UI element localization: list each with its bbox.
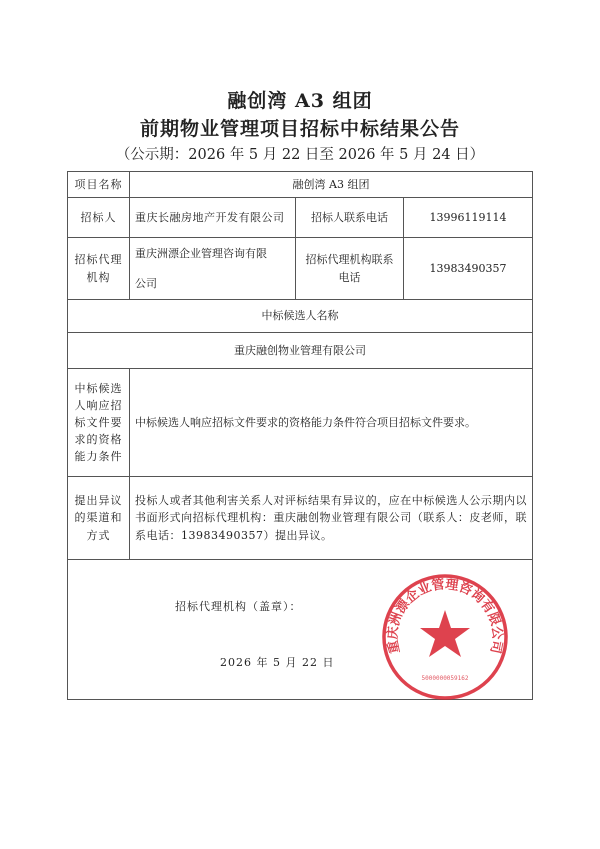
objection-label: 提出异议的渠道和方式 [68,477,130,560]
row-qualification [68,369,533,477]
objection-value: 投标人或者其他利害关系人对评标结果有异议的，应在中标候选人公示期内以书面形式向招标代理机构：重庆融创物业管理有限公司（联系人：皮老师，联系电话：13983490357）提出异议。 [130,477,533,560]
qualification-label: 中标候选人响应招标文件要求的资格能力条件 [68,369,130,477]
agency-contact-value: 13983490357 [404,238,533,300]
seal-star-icon [420,610,470,657]
agency-value [130,238,296,300]
publicity-period: （公示期：2026 年 5 月 22 日至 2026 年 5 月 24 日） [115,147,485,163]
row-tenderer [68,198,533,238]
agency-seal-label: 招标代理机构（盖章）： [175,600,302,613]
seal-text: 重庆洲漂企业管理咨询有限公司 [385,577,505,655]
row-agency [68,238,533,300]
row-objection [68,477,533,560]
row-candidate-header [68,300,533,333]
tenderer-value: 重庆长融房地产开发有限公司 [130,198,296,238]
title-line-2: 前期物业管理项目招标中标结果公告 [139,118,460,140]
row-project-name [68,172,533,198]
tenderer-contact-value: 13996119114 [404,198,533,238]
title-line-1: 融创湾 A3 组团 [227,90,373,112]
project-name-label: 项目名称 [68,172,130,198]
company-seal [380,572,510,702]
agency-label: 招标代理机构 [68,238,130,300]
seal-number: 5000000059162 [421,675,469,682]
agency-contact-label: 招标代理机构联系电话 [296,238,404,300]
tenderer-contact-label: 招标人联系电话 [296,198,404,238]
candidate-header: 中标候选人名称 [68,300,533,333]
candidate-name: 重庆融创物业管理有限公司 [68,333,533,369]
qualification-value: 中标候选人响应招标文件要求的资格能力条件符合项目招标文件要求。 [130,369,533,477]
agency-value-line-2: 公司 [135,276,157,290]
signature-date: 2026 年 5 月 22 日 [220,656,335,669]
agency-value-line-1: 重庆洲漂企业管理咨询有限 [135,247,267,261]
tenderer-label: 招标人 [68,198,130,238]
project-name-value: 融创湾 A3 组团 [130,172,533,198]
row-candidate-name [68,333,533,369]
